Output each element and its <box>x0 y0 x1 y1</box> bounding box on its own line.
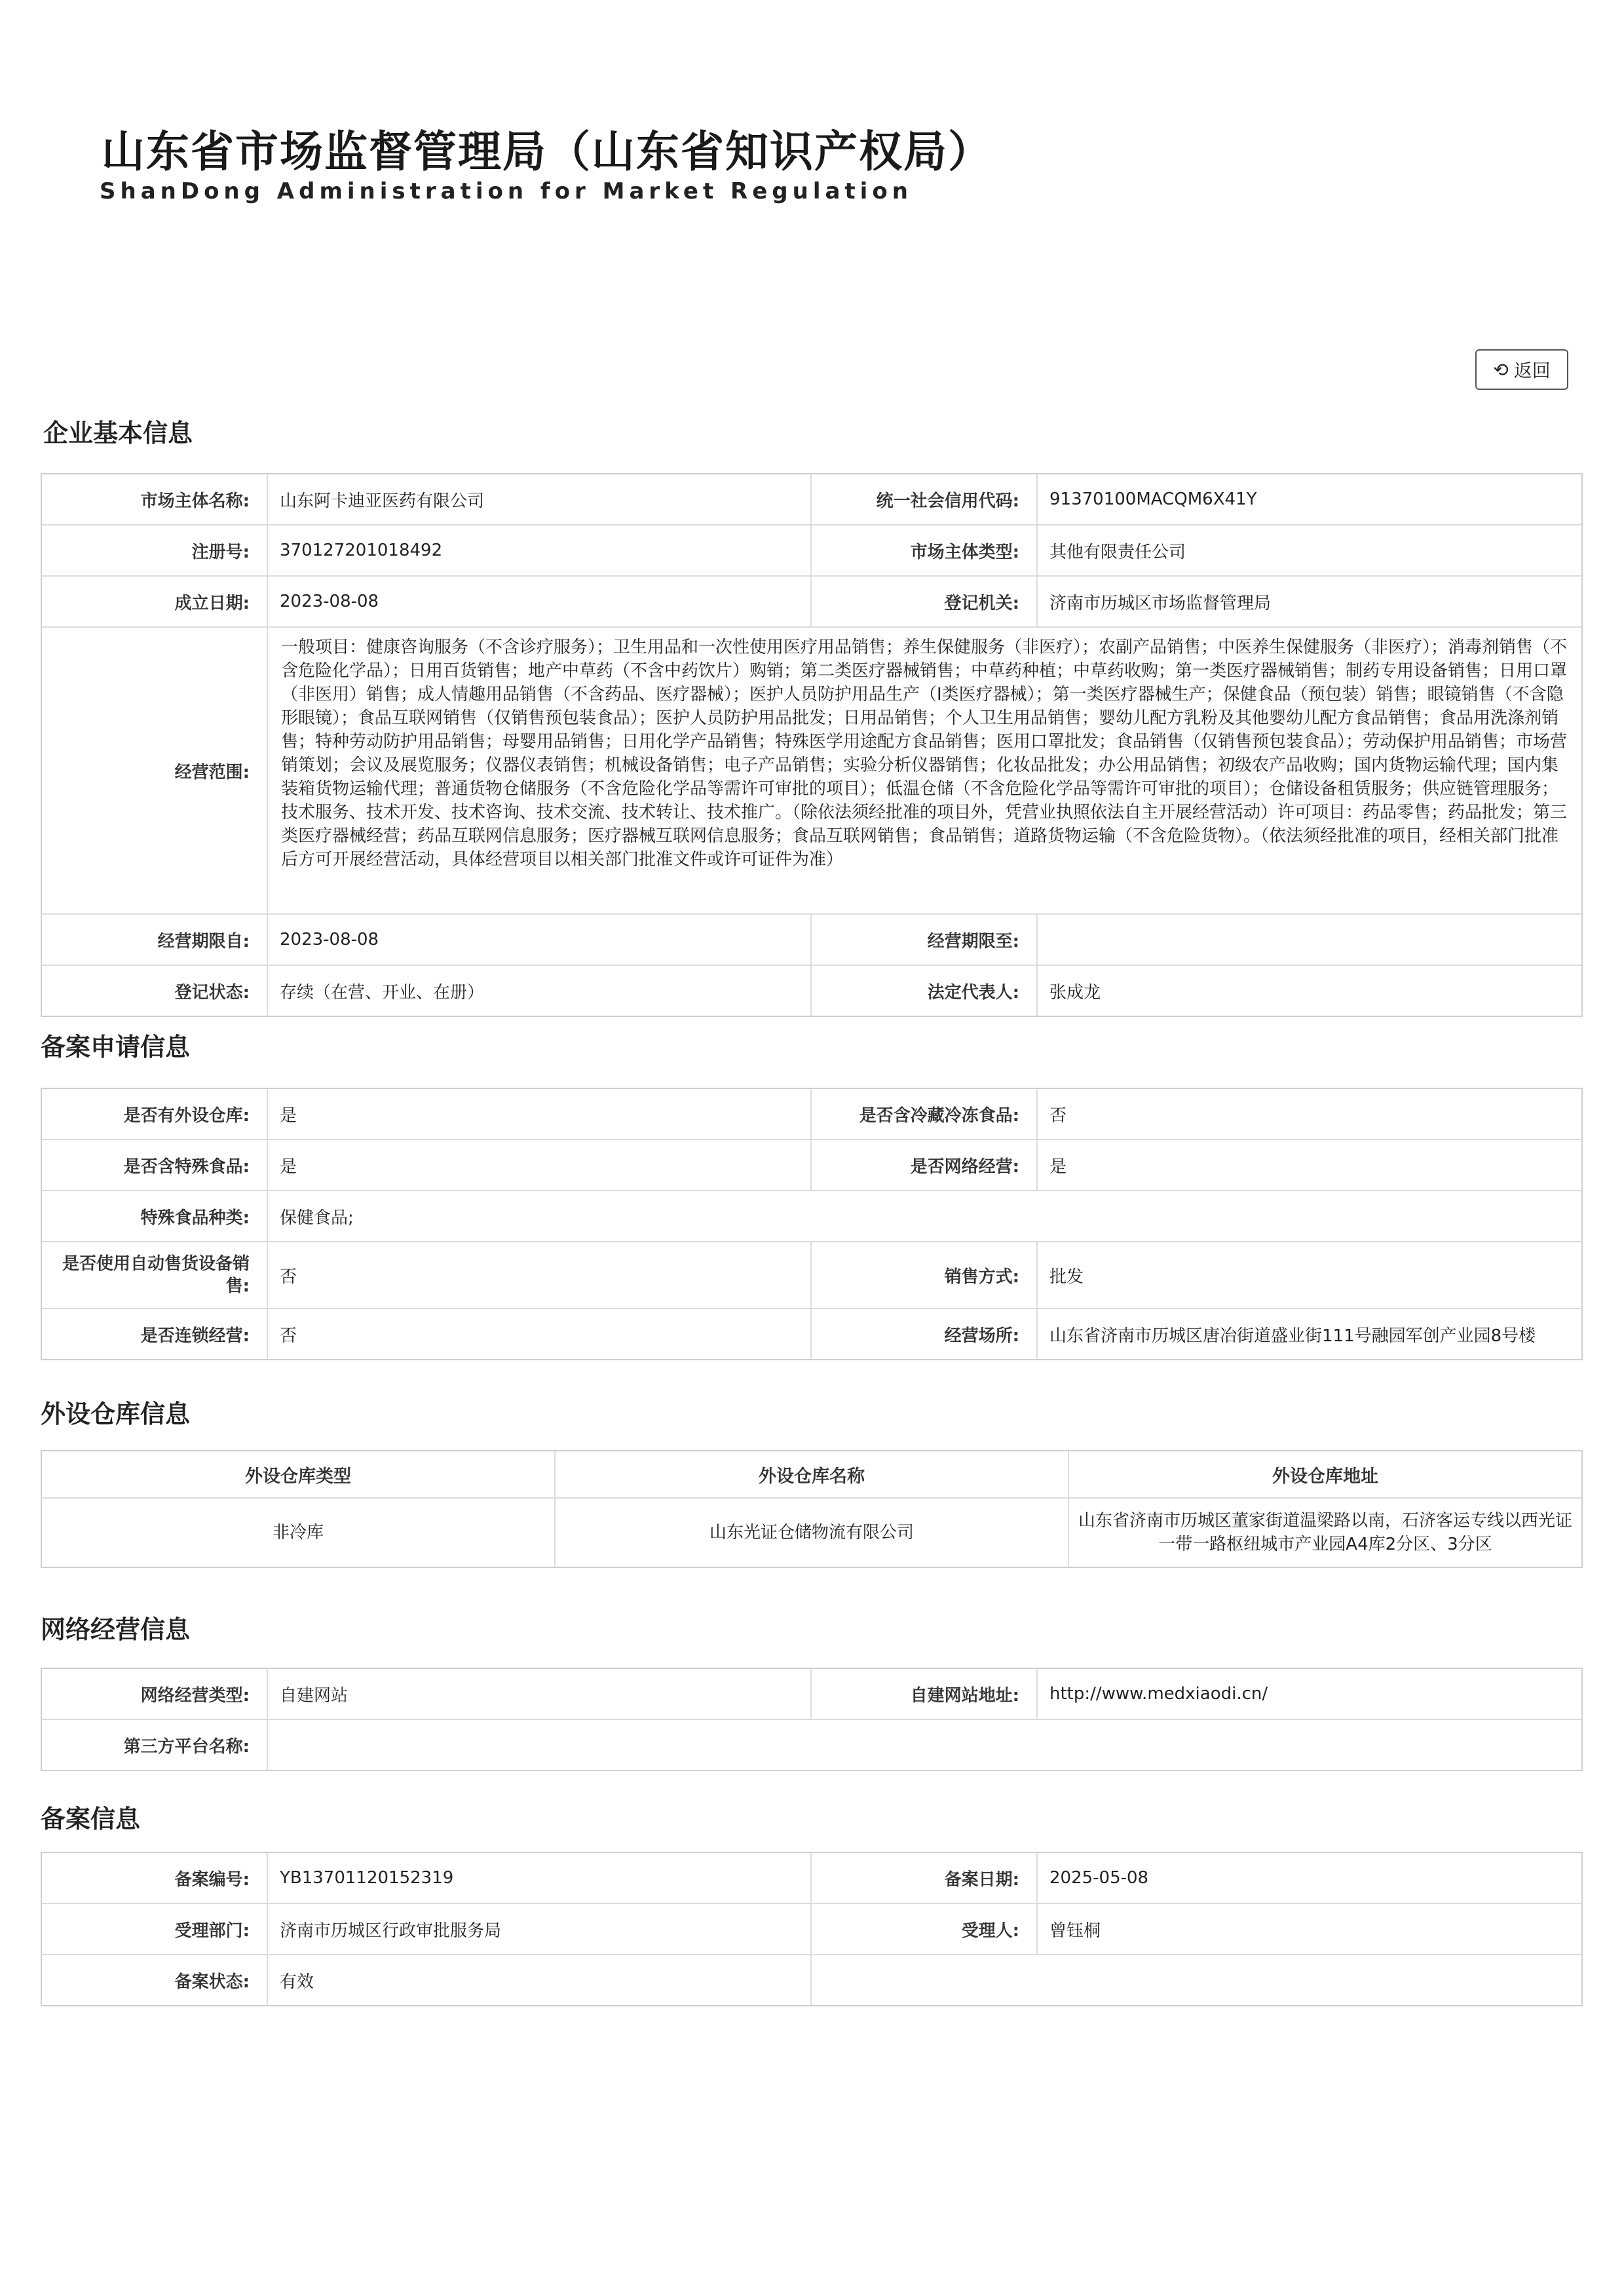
field-label: 法定代表人: <box>812 966 1038 1016</box>
special-food-type: 保健食品; <box>280 1208 354 1228</box>
has-special-food: 是 <box>268 1140 812 1190</box>
registration-authority: 济南市历城区市场监督管理局 <box>1049 593 1272 613</box>
field-label: 经营范围: <box>42 628 268 913</box>
column-header: 外设仓库名称 <box>556 1451 1069 1497</box>
table-row <box>42 1089 1581 1140</box>
third-party-platform <box>268 1720 1581 1770</box>
page-title: 山东省市场监督管理局（山东省知识产权局） <box>102 126 992 177</box>
network-type: 自建网站 <box>268 1669 812 1719</box>
field-label: 经营期限至: <box>812 915 1038 965</box>
column-header: 外设仓库类型 <box>42 1451 556 1497</box>
field-label: 网络经营类型: <box>42 1669 268 1719</box>
reg-number: 370127201018492 <box>268 526 812 575</box>
filing-app-table <box>41 1088 1583 1360</box>
established-date: 2023-08-08 <box>268 577 812 626</box>
field-label: 受理部门: <box>42 1904 268 1954</box>
section-title-network: 网络经营信息 <box>41 1615 191 1644</box>
table-row <box>42 1904 1581 1955</box>
field-label: 销售方式: <box>812 1242 1038 1308</box>
field-label: 成立日期: <box>42 577 268 626</box>
field-label: 备案状态: <box>42 1955 268 2005</box>
is-online: 是 <box>1049 1157 1067 1177</box>
field-label: 特殊食品种类: <box>42 1191 268 1241</box>
table-row <box>42 628 1581 915</box>
is-chain: 否 <box>268 1309 812 1359</box>
record-table <box>41 1852 1583 2006</box>
company-name: 山东阿卡迪亚医药有限公司 <box>268 474 812 524</box>
table-row <box>42 966 1581 1016</box>
field-label: 是否使用自动售货设备销售: <box>42 1242 268 1308</box>
table-row <box>42 915 1581 966</box>
record-number: YB13701120152319 <box>268 1853 812 1903</box>
table-row <box>42 526 1581 577</box>
term-start: 2023-08-08 <box>268 915 812 965</box>
field-label: 是否含特殊食品: <box>42 1140 268 1190</box>
empty-cell <box>812 1955 1581 2005</box>
field-label: 是否连锁经营: <box>42 1309 268 1359</box>
section-title-basic: 企业基本信息 <box>43 419 193 448</box>
table-row <box>42 1309 1581 1359</box>
accepting-person: 曾钰桐 <box>1049 1921 1101 1941</box>
legal-representative: 张成龙 <box>1049 982 1101 1003</box>
table-row <box>42 1669 1581 1720</box>
page-subtitle: ShanDong Administration for Market Regulation <box>100 178 913 204</box>
record-date: 2025-05-08 <box>1049 1868 1149 1888</box>
back-button[interactable] <box>1475 349 1568 390</box>
table-header <box>42 1451 1581 1499</box>
section-title-filing-app: 备案申请信息 <box>41 1033 191 1062</box>
warehouse-name: 山东光证仓储物流有限公司 <box>556 1499 1069 1567</box>
field-label: 备案编号: <box>42 1853 268 1903</box>
network-table <box>41 1668 1583 1771</box>
basic-info-table <box>41 473 1583 1017</box>
website-url[interactable]: http://www.medxiaodi.cn/ <box>1049 1684 1268 1704</box>
field-label: 注册号: <box>42 526 268 575</box>
has-cold-food: 否 <box>1049 1105 1067 1126</box>
undo-icon: ⟲ <box>1493 358 1509 381</box>
section-title-warehouse: 外设仓库信息 <box>41 1400 191 1428</box>
registration-status: 存续（在营、开业、在册） <box>268 966 812 1016</box>
field-label: 受理人: <box>812 1904 1038 1954</box>
warehouse-address: 山东省济南市历城区董家街道温梁路以南，石济客运专线以西光证一带一路枢纽城市产业园A4库2分区、3分区 <box>1078 1511 1572 1554</box>
field-label: 登记机关: <box>812 577 1038 626</box>
table-row <box>42 474 1581 526</box>
table-row <box>42 1720 1581 1770</box>
field-label: 统一社会信用代码: <box>812 474 1038 524</box>
table-row <box>42 1140 1581 1191</box>
record-status: 有效 <box>268 1955 812 2005</box>
credit-code: 91370100MACQM6X41Y <box>1049 489 1257 509</box>
warehouse-type: 非冷库 <box>42 1499 556 1567</box>
uses-vending: 否 <box>268 1242 812 1308</box>
field-label: 市场主体名称: <box>42 474 268 524</box>
field-label: 第三方平台名称: <box>42 1720 268 1770</box>
entity-type: 其他有限责任公司 <box>1049 542 1186 562</box>
accepting-department: 济南市历城区行政审批服务局 <box>268 1904 812 1954</box>
field-label: 是否网络经营: <box>812 1140 1038 1190</box>
table-row <box>42 1499 1581 1567</box>
field-label: 市场主体类型: <box>812 526 1038 575</box>
table-row <box>42 1242 1581 1309</box>
table-row <box>42 577 1581 628</box>
warehouse-table <box>41 1450 1583 1568</box>
table-row <box>42 1191 1581 1242</box>
table-row <box>42 1853 1581 1904</box>
field-label: 经营场所: <box>812 1309 1038 1359</box>
sale-method: 批发 <box>1049 1267 1084 1287</box>
field-label: 自建网站地址: <box>812 1669 1038 1719</box>
business-scope: 一般项目：健康咨询服务（不含诊疗服务）；卫生用品和一次性使用医疗用品销售；养生保健服务（非医疗）；农副产品销售；中医养生保健服务（非医疗）；消毒剂销售（不含危险化学品）；日用百货销售；地产中草药（不含中药饮片）购销；第二类医疗器械销售；中草药种植；中草药收购；第一类医疗器械销售；制药专用设备销售；日用口罩（非医用）销售；成人情趣用品销售（不含药品、医疗器械）；医护人员防护用品生产（Ⅰ类医疗器械）；第一类医疗器械生产；保健食品（预包装）销售；眼镜销售（不含隐形眼镜）；食品互联网销售（仅销售预包装食品）；医护人员防护用品批发；日用品销售；个人卫生用品销售；婴幼儿配方乳粉及其他婴幼儿配方食品销售；食品用洗涤剂销售；特种劳动防护用品销售；母婴用品销售；日用化学产品销售；特殊医学用途配方食品销售；医用口罩批发；食品销售（仅销售预包装食品）；劳动保护用品销售；市场营销策划；会议及展览服务；仪器仪表销售；机械设备销售；电子产品销售；实验分析仪器销售；化妆品批发；办公用品销售；初级农产品收购；国内货物运输代理；国内集装箱货物运输代理；普通货物仓储服务（不含危险化学品等需许可审批的项目）；低温仓储（不含危险化学品等需许可审批的项目）；仓储设备租赁服务；供应链管理服务；技术服务、技术开发、技术咨询、技术交流、技术转让、技术推广。（除依法须经批准的项目外，凭营业执照依法自主开展经营活动）许可项目：药品零售；药品批发；第三类医疗器械经营；药品互联网信息服务；医疗器械互联网信息服务；食品互联网销售；食品销售；道路货物运输（不含危险货物）。（依法须经批准的项目，经相关部门批准后方可开展经营活动，具体经营项目以相关部门批准文件或许可证件为准） <box>281 638 1568 870</box>
term-end <box>1038 915 1581 965</box>
field-label: 是否有外设仓库: <box>42 1089 268 1139</box>
field-label: 登记状态: <box>42 966 268 1016</box>
back-button-label: 返回 <box>1513 360 1551 381</box>
section-title-record: 备案信息 <box>41 1805 141 1833</box>
table-row <box>42 1955 1581 2005</box>
field-label: 经营期限自: <box>42 915 268 965</box>
column-header: 外设仓库地址 <box>1272 1466 1378 1487</box>
field-label: 备案日期: <box>812 1853 1038 1903</box>
has-external-warehouse: 是 <box>268 1089 812 1139</box>
field-label: 是否含冷藏冷冻食品: <box>812 1089 1038 1139</box>
business-place: 山东省济南市历城区唐冶街道盛业街111号融园军创产业园8号楼 <box>1049 1326 1536 1346</box>
